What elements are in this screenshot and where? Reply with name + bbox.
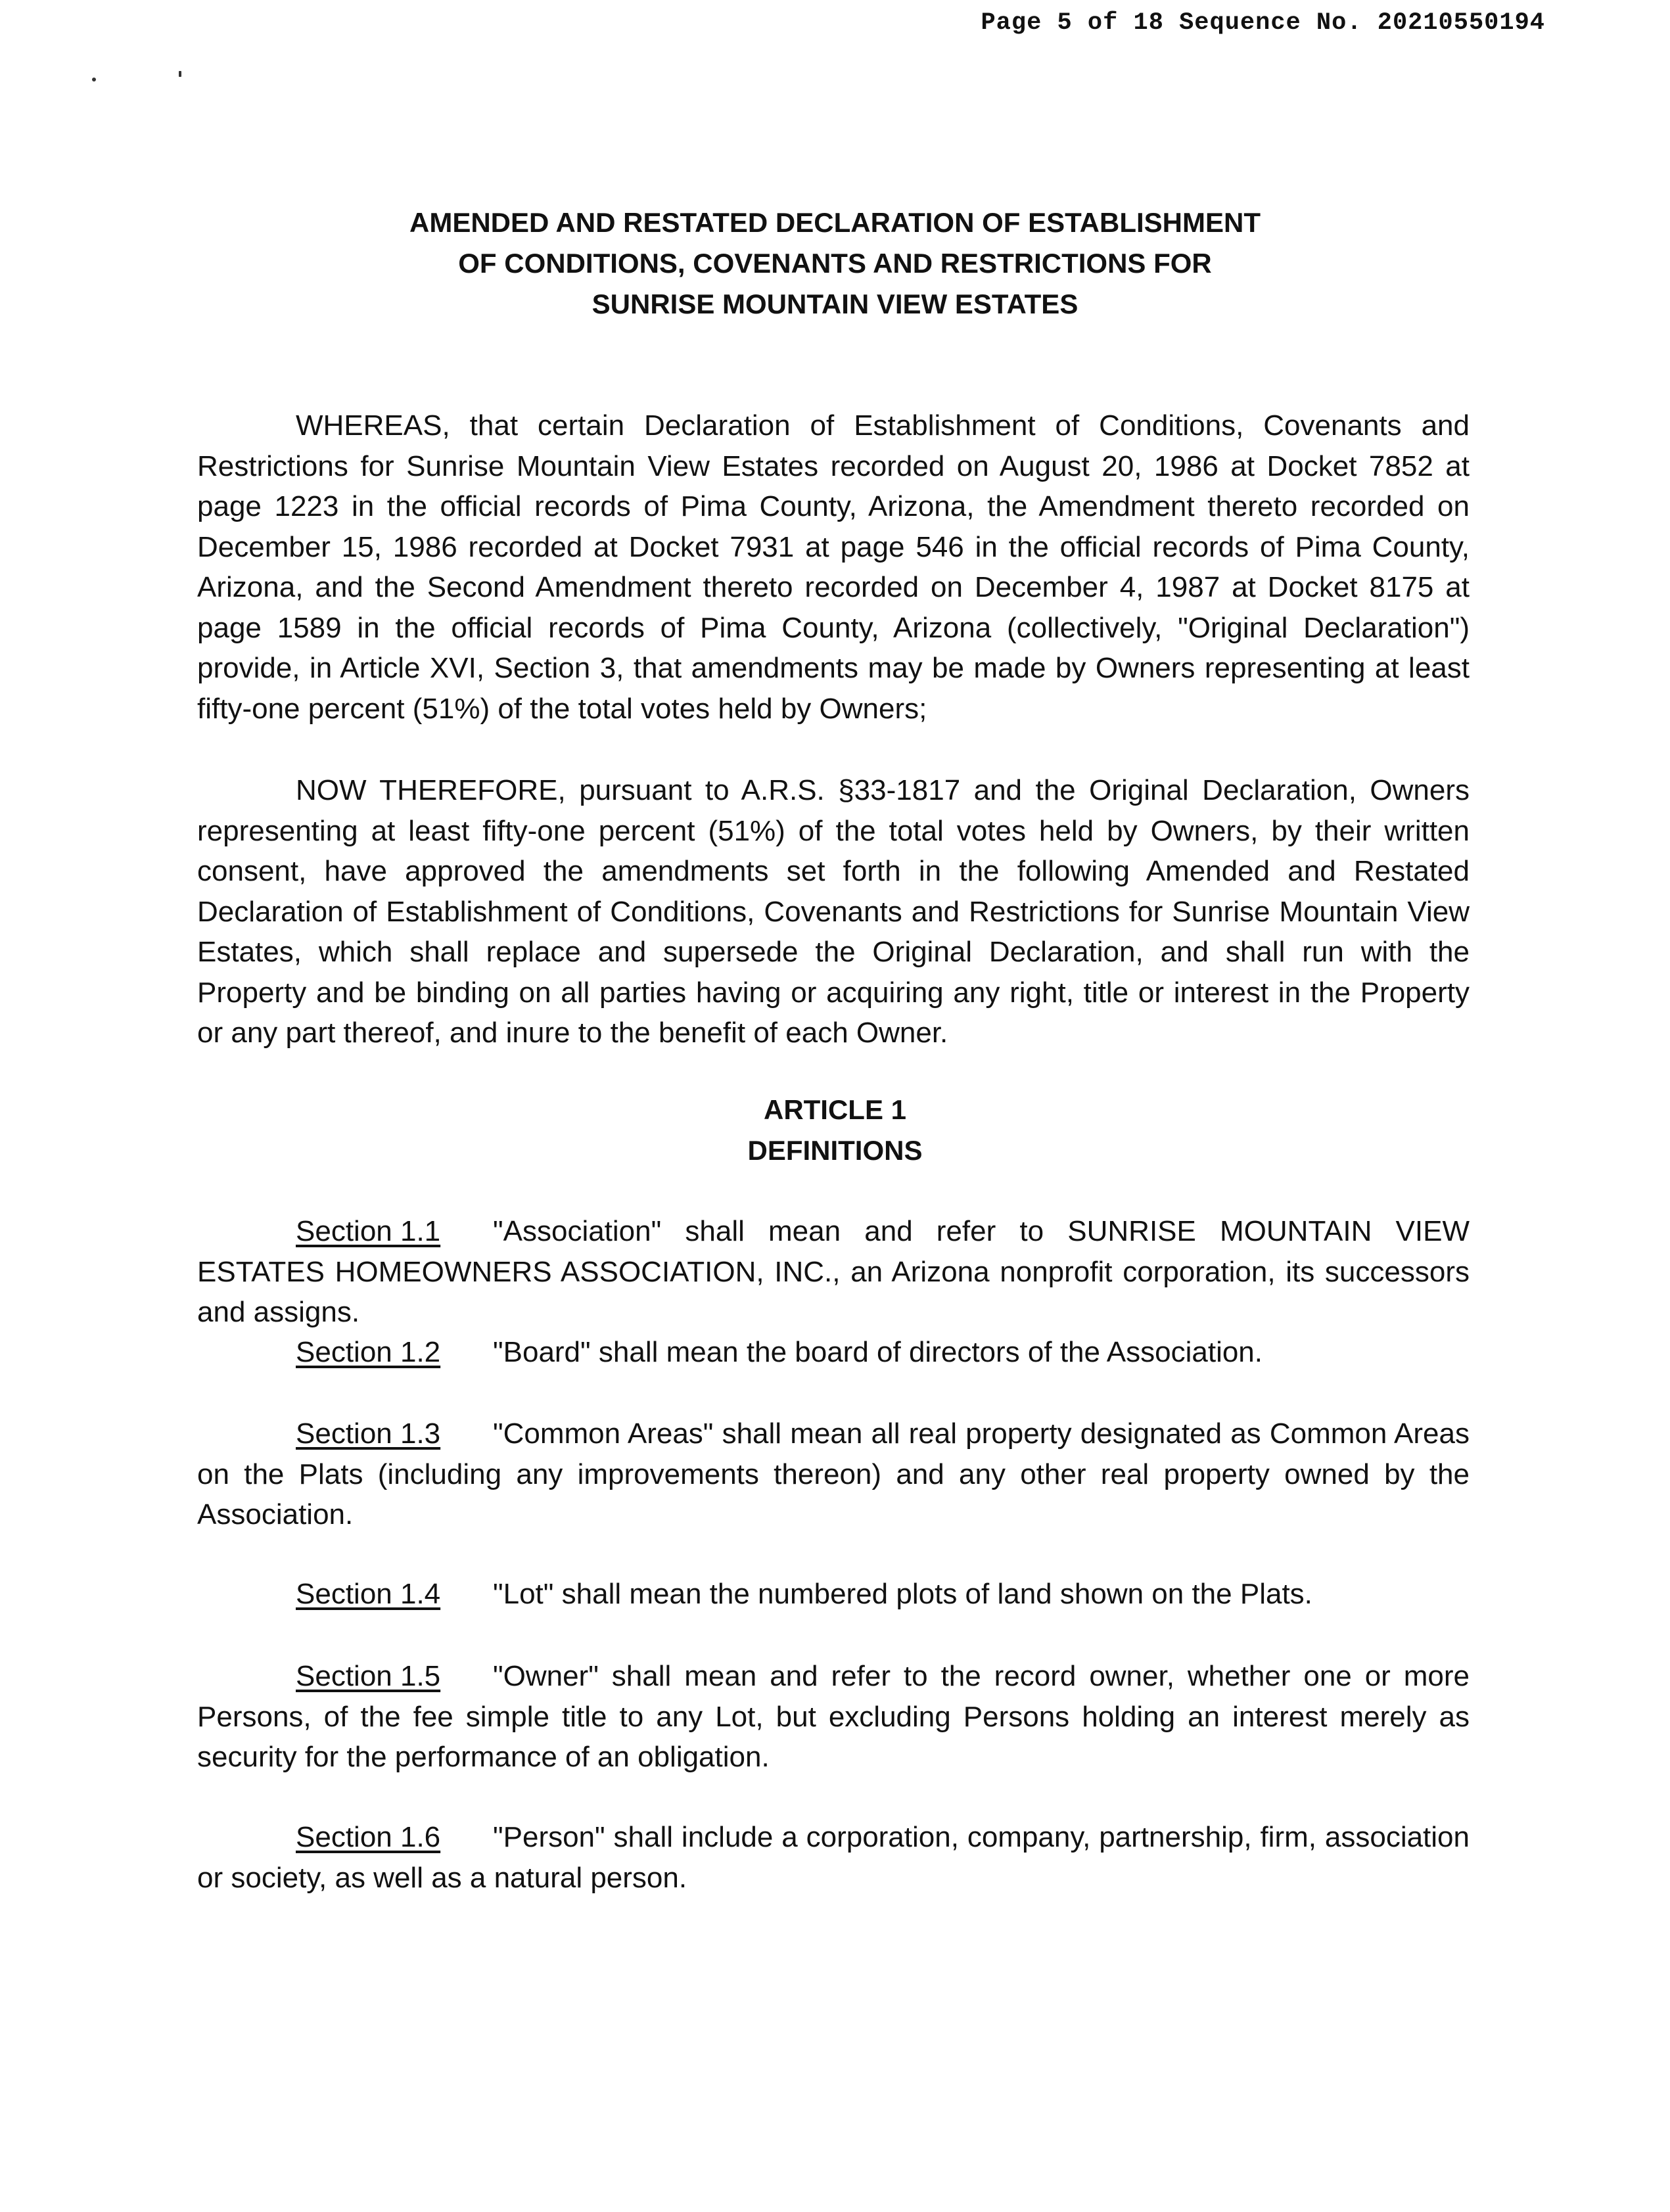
section-label: Section 1.2	[296, 1336, 441, 1368]
scan-speck	[179, 71, 181, 77]
section-text: "Person" shall include a corporation, company, partnership, firm, association or society, as well as a natural person.	[197, 1821, 1470, 1894]
section-1-4	[197, 1574, 1470, 1615]
section-1-2	[197, 1332, 1470, 1373]
article-number: ARTICLE 1	[763, 1094, 906, 1125]
section-text: "Board" shall mean the board of directors of the Association.	[493, 1336, 1263, 1368]
section-label: Section 1.3	[296, 1417, 441, 1450]
title-line-3: SUNRISE MOUNTAIN VIEW ESTATES	[591, 288, 1079, 319]
section-1-3	[197, 1414, 1470, 1535]
section-text: "Common Areas" shall mean all real property designated as Common Areas on the Plats (including any improvements thereon) and any other real property owned by the Association.	[197, 1417, 1470, 1531]
section-label: Section 1.5	[296, 1660, 441, 1692]
article-name: DEFINITIONS	[747, 1135, 923, 1166]
section-label: Section 1.6	[296, 1821, 441, 1853]
section-1-6	[197, 1817, 1470, 1898]
section-1-1	[197, 1211, 1470, 1333]
scan-speck	[92, 78, 96, 81]
section-text: "Association" shall mean and refer to SUNRISE MOUNTAIN VIEW ESTATES HOMEOWNERS ASSOCIATION, INC., an Arizona nonprofit corporation, its successors and assigns.	[197, 1215, 1470, 1328]
article-heading	[0, 1090, 1670, 1171]
section-text: "Owner" shall mean and refer to the record owner, whether one or more Persons, of the fee simple title to any Lot, but excluding Persons holding an interest merely as security for the performance of an obligation.	[197, 1660, 1470, 1773]
section-text: "Lot" shall mean the numbered plots of land shown on the Plats.	[493, 1578, 1312, 1610]
section-1-5	[197, 1656, 1470, 1778]
title-line-1: AMENDED AND RESTATED DECLARATION OF ESTABLISHMENT	[409, 207, 1261, 238]
whereas-paragraph: WHEREAS, that certain Declaration of Establishment of Conditions, Covenants and Restrictions for Sunrise Mountain View Estates recorded on August 20, 1986 at Docket 7852 at page 1223 in the official records of Pima County, Arizona, the Amendment thereto recorded on December 15, 1986 recorded at Docket 7931 at page 546 in the official records of Pima County, Arizona, and the Second Amendment thereto recorded on December 4, 1987 at Docket 8175 at page 1589 in the official records of Pima County, Arizona (collectively, "Original Declaration") provide, in Article XVI, Section 3, that amendments may be made by Owners representing at least fifty-one percent (51%) of the total votes held by Owners;	[197, 409, 1470, 725]
section-label: Section 1.1	[296, 1215, 441, 1247]
page-sequence-header: Page 5 of 18 Sequence No. 20210550194	[981, 9, 1545, 37]
document-title	[0, 202, 1670, 325]
section-label: Section 1.4	[296, 1578, 441, 1610]
title-line-2: OF CONDITIONS, COVENANTS AND RESTRICTIONS FOR	[458, 248, 1212, 279]
now-therefore-paragraph: NOW THEREFORE, pursuant to A.R.S. §33-1817 and the Original Declaration, Owners representing at least fifty-one percent (51%) of the total votes held by Owners, by their written consent, have approved the amendments set forth in the following Amended and Restated Declaration of Establishment of Conditions, Covenants and Restrictions for Sunrise Mountain View Estates, which shall replace and supersede the Original Declaration, and shall run with the Property and be binding on all parties having or acquiring any right, title or interest in the Property or any part thereof, and inure to the benefit of each Owner.	[197, 774, 1470, 1049]
